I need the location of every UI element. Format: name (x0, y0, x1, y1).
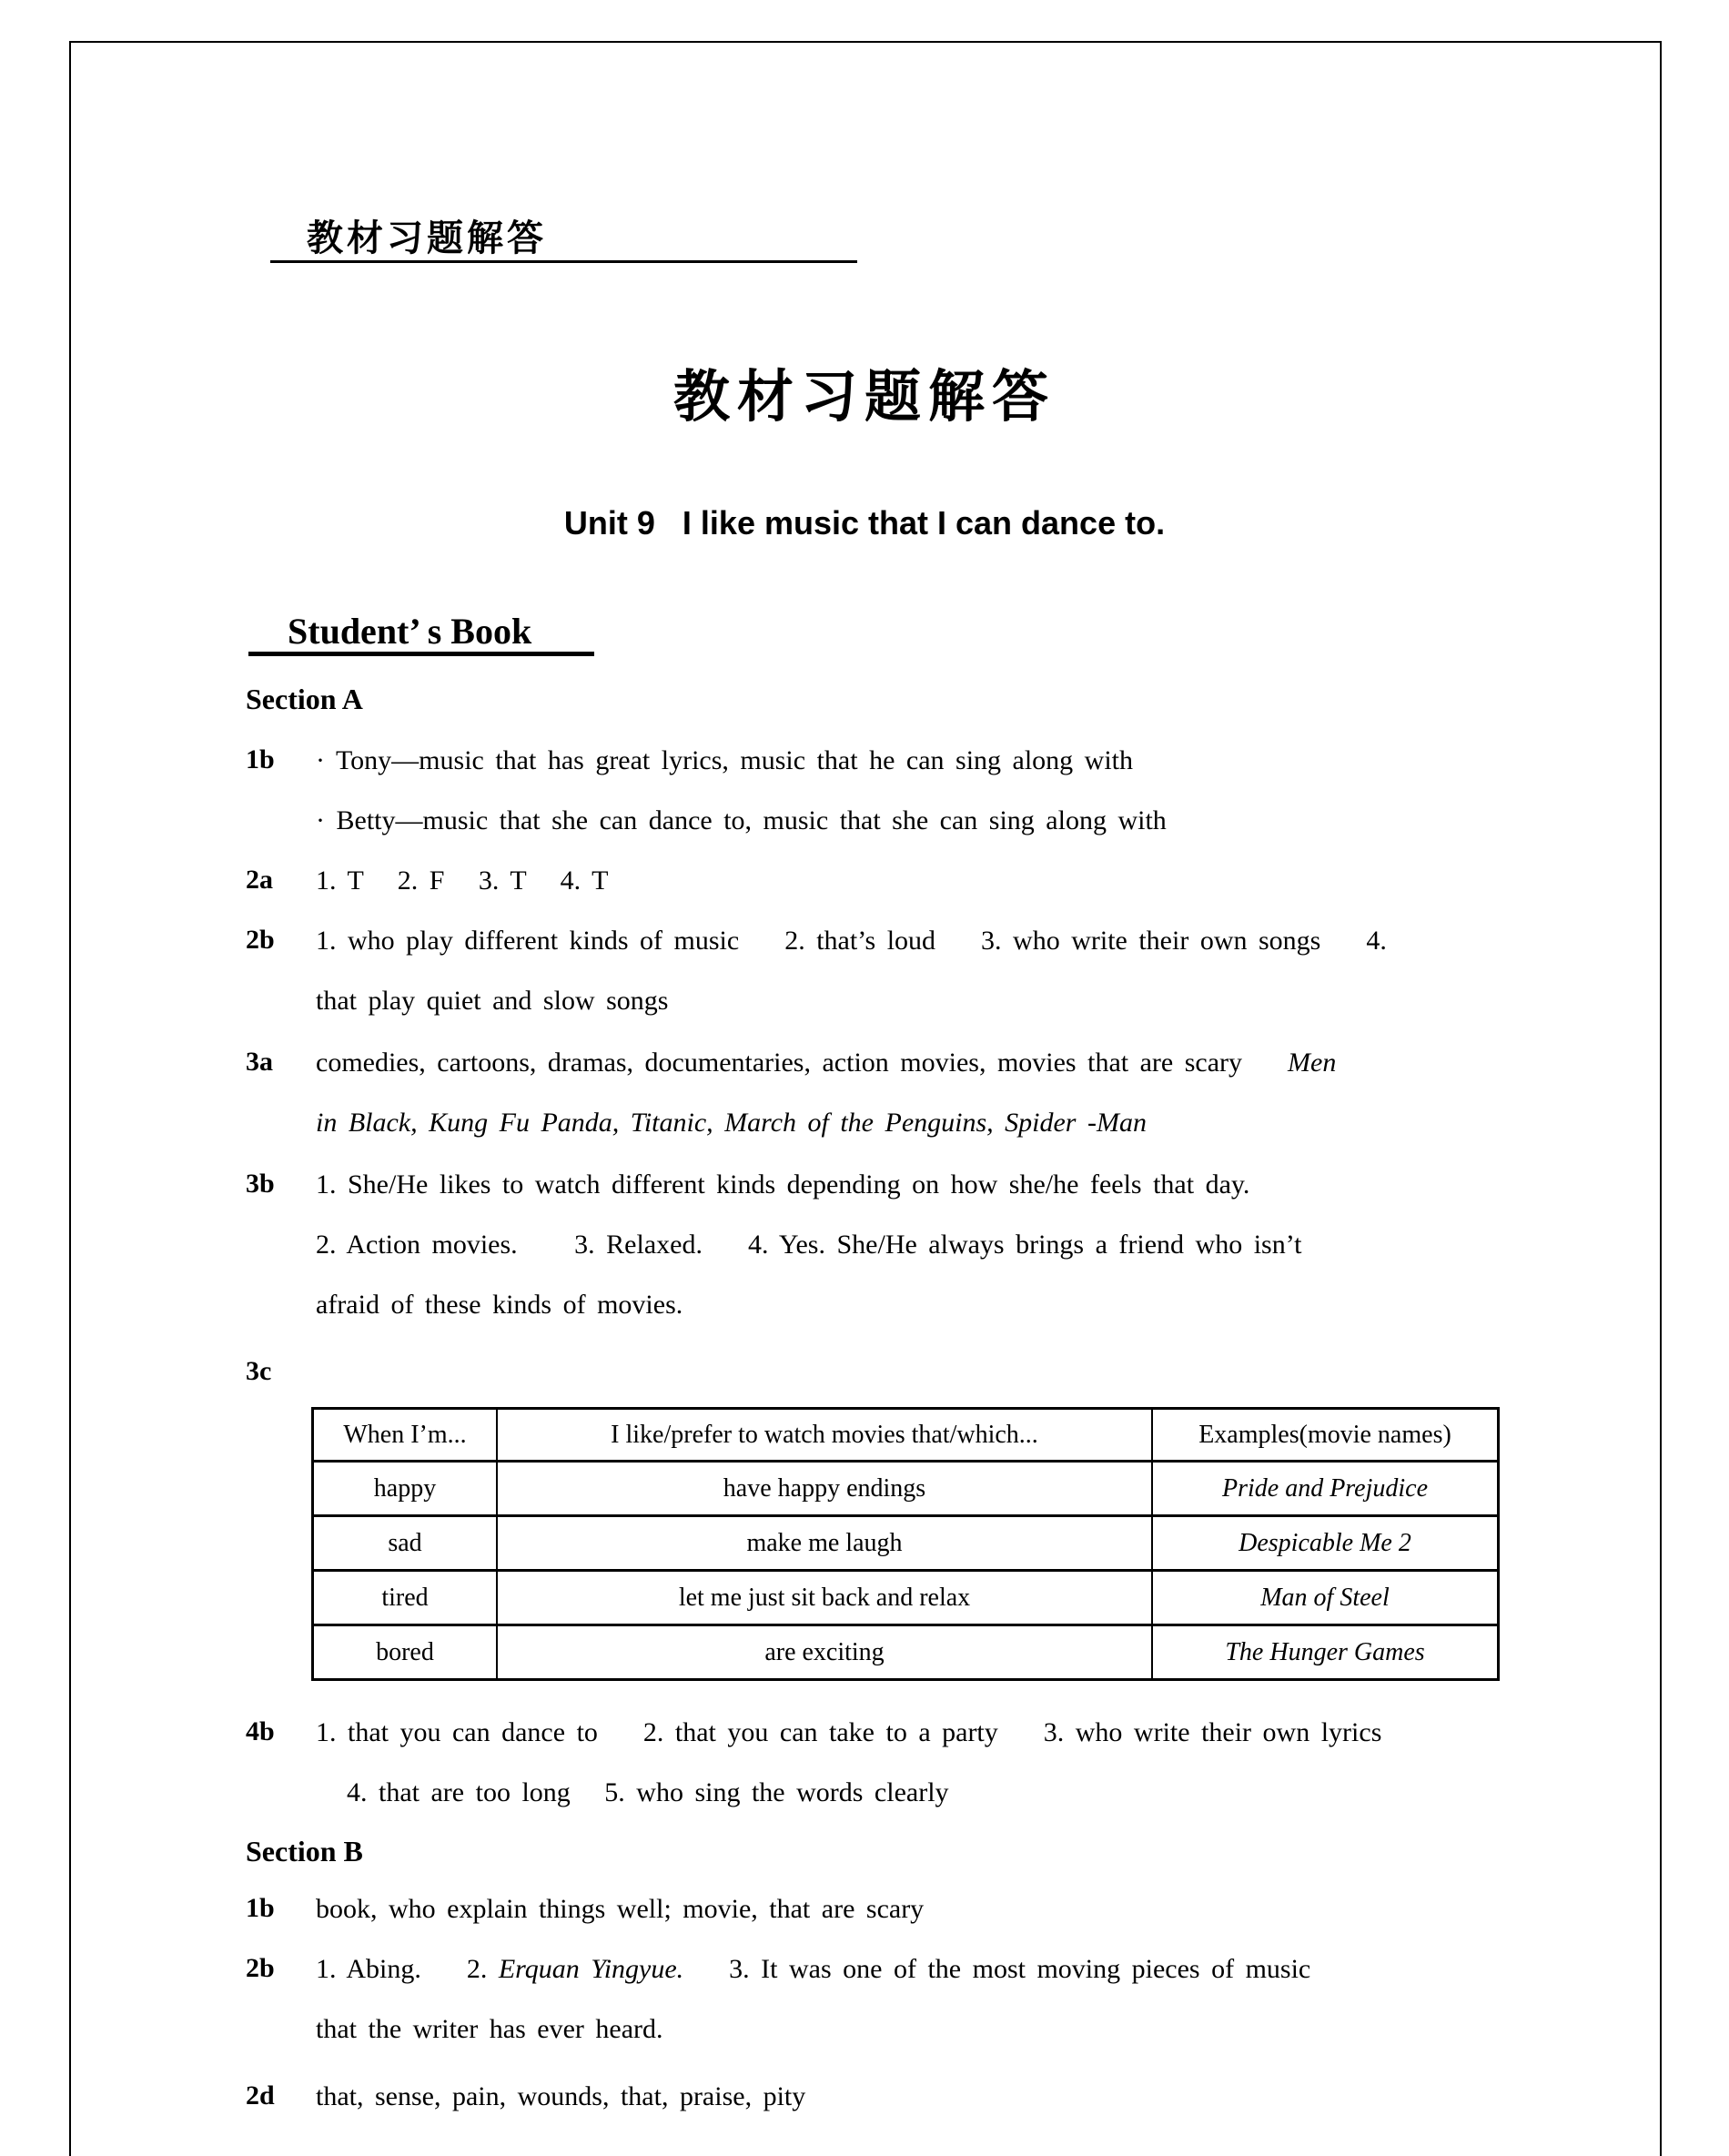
students-book-heading: Student’ s Book (288, 611, 532, 652)
table-cell-feeling: happy (313, 1462, 498, 1516)
answer-line: that the writer has ever heard. (316, 2014, 663, 2044)
table-cell-movie: The Hunger Games (1152, 1625, 1499, 1680)
section-b-heading: Section B (246, 1835, 363, 1868)
answer-label-4b: 4b (246, 1716, 275, 1746)
table-cell-preference: are exciting (497, 1625, 1152, 1680)
answer-label-3a: 3a (246, 1047, 273, 1077)
table-header-row (313, 1409, 1499, 1462)
table-row (313, 1571, 1499, 1625)
movies-table (311, 1407, 1500, 1681)
answer-label-1b-b: 1b (246, 1893, 275, 1923)
table-row (313, 1625, 1499, 1680)
students-book-underline (248, 652, 594, 656)
table-cell-movie: Pride and Prejudice (1152, 1462, 1499, 1516)
answer-line: 1. who play different kinds of music 2. that’s loud 3. who write their own songs 4. (316, 926, 1387, 956)
table-cell-preference: make me laugh (497, 1516, 1152, 1571)
answer-label-2b-b: 2b (246, 1953, 275, 1983)
answer-line: afraid of these kinds of movies. (316, 1290, 683, 1320)
answer-line: 1. She/He likes to watch different kinds depending on how she/he feels that day. (316, 1169, 1250, 1199)
answer-label-2b: 2b (246, 925, 275, 955)
unit-title: Unit 9 I like music that I can dance to. (563, 504, 1166, 542)
answer-line: 1. that you can dance to 2. that you can take to a party 3. who write their own lyrics (316, 1717, 1382, 1747)
table-header-cell: When I’m... (313, 1409, 498, 1462)
answer-line: in Black, Kung Fu Panda, Titanic, March of the Penguins, Spider -Man (316, 1108, 1147, 1138)
table-header-cell: Examples(movie names) (1152, 1409, 1499, 1462)
section-a-heading: Section A (246, 683, 363, 715)
table-cell-feeling: sad (313, 1516, 498, 1571)
answer-line: · Tony—music that has great lyrics, music that he can sing along with (316, 745, 1134, 775)
table-cell-preference: have happy endings (497, 1462, 1152, 1516)
table-cell-feeling: tired (313, 1571, 498, 1625)
answer-line: 4. that are too long 5. who sing the words clearly (347, 1777, 949, 1807)
answer-label-3b: 3b (246, 1169, 275, 1199)
page-title: 教材习题解答 (672, 366, 1056, 429)
table-cell-preference: let me just sit back and relax (497, 1571, 1152, 1625)
answer-label-2d: 2d (246, 2080, 275, 2110)
answer-line: 2. Action movies. 3. Relaxed. 4. Yes. She/He always brings a friend who isn’t (316, 1230, 1302, 1260)
table-cell-movie: Despicable Me 2 (1152, 1516, 1499, 1571)
running-header-rule (270, 260, 857, 263)
table-row (313, 1516, 1499, 1571)
table-cell-movie: Man of Steel (1152, 1571, 1499, 1625)
answer-line: that, sense, pain, wounds, that, praise, pity (316, 2081, 806, 2111)
table-row (313, 1462, 1499, 1516)
answer-label-3c: 3c (246, 1356, 272, 1386)
answer-line: book, who explain things well; movie, that are scary (316, 1894, 925, 1924)
answer-line: that play quiet and slow songs (316, 986, 669, 1016)
table-header-cell: I like/prefer to watch movies that/which... (497, 1409, 1152, 1462)
answer-line: 1. T 2. F 3. T 4. T (316, 865, 609, 896)
answer-line: · Betty—music that she can dance to, music that she can sing along with (316, 805, 1167, 835)
running-header-title: 教材习题解答 (307, 218, 547, 258)
answer-line: 1. Abing. 2. Erquan Yingyue. 3. It was one of the most moving pieces of music (316, 1954, 1311, 1984)
answer-label-2a: 2a (246, 865, 273, 895)
answer-label-1b: 1b (246, 744, 275, 774)
table-cell-feeling: bored (313, 1625, 498, 1680)
answer-line: comedies, cartoons, dramas, documentaries, action movies, movies that are scary Men (316, 1048, 1337, 1078)
